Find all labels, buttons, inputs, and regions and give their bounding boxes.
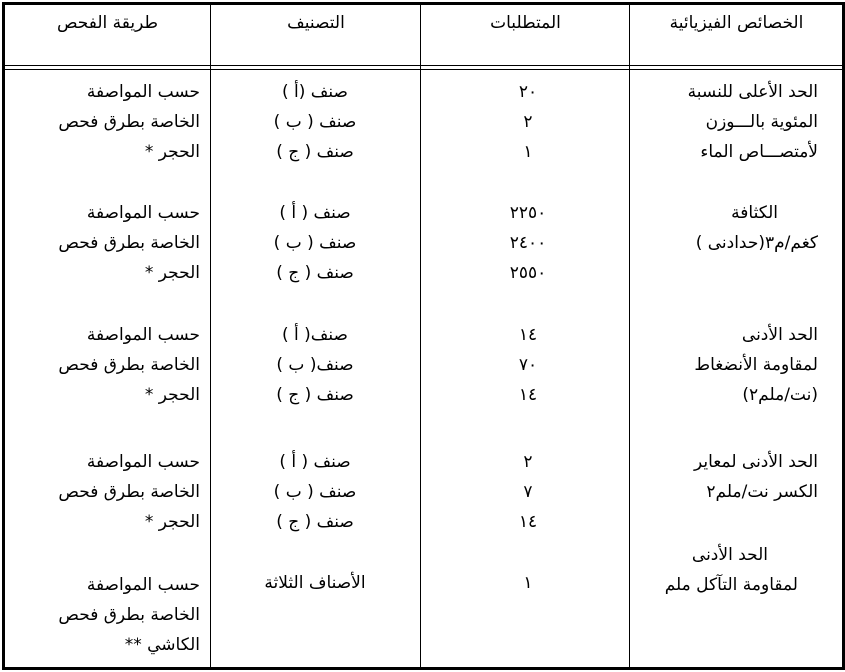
row-5-property: الحد الأدنى لمقاومة التآكل ملم xyxy=(664,545,798,595)
row-2-classification: صنف ( أ ) صنف ( ب ) صنف ( ج ) xyxy=(273,203,357,283)
row-3-requirement: ١٤ ٧٠ ١٤ xyxy=(518,325,538,405)
row-2-requirement: ٢٢٥٠ ٢٤٠٠ ٢٥٥٠ xyxy=(509,203,547,283)
row-3-classification: صنف( أ ) صنف( ب ) صنف ( ج ) xyxy=(276,325,354,405)
row-1-classification: صنف (أ ) صنف ( ب ) صنف ( ج ) xyxy=(273,82,357,162)
row-3-method: حسب المواصفة الخاصة بطرق فحص الحجر * xyxy=(58,325,200,405)
row-1-requirement: ٢٠ ٢ ١ xyxy=(518,82,538,162)
row-4-classification: صنف ( أ ) صنف ( ب ) صنف ( ج ) xyxy=(273,452,357,532)
row-3-property: الحد الأدنى لمقاومة الأنضغاط (نت/ملم٢) xyxy=(694,325,818,405)
header-classification: التصنيف xyxy=(287,13,345,33)
column-divider xyxy=(420,5,421,667)
row-5-classification: الأصناف الثلاثة xyxy=(264,573,366,593)
header-divider xyxy=(5,65,842,66)
row-4-requirement: ٢ ٧ ١٤ xyxy=(518,452,538,532)
spec-table xyxy=(2,2,845,670)
header-method: طريقة الفحص xyxy=(56,13,159,33)
row-1-method: حسب المواصفة الخاصة بطرق فحص الحجر * xyxy=(58,82,200,162)
row-5-method: حسب المواصفة الخاصة بطرق فحص الكاشي ** xyxy=(58,575,200,655)
header-requirement: المتطلبات xyxy=(490,13,561,33)
header-property: الخصائص الفيزيائية xyxy=(669,13,804,33)
row-2-method: حسب المواصفة الخاصة بطرق فحص الحجر * xyxy=(58,203,200,283)
row-1-property: الحد الأعلى للنسبة المئوية بالـــوزن لأمتصـــاص الماء xyxy=(687,82,818,162)
row-4-property: الحد الأدنى لمعاير الكسر نت/ملم٢ xyxy=(694,452,818,502)
header-divider xyxy=(5,69,842,70)
row-4-method: حسب المواصفة الخاصة بطرق فحص الحجر * xyxy=(58,452,200,532)
row-2-property: الكثافة كغم/م٣(حدادنى ) xyxy=(695,203,818,253)
row-5-requirement: ١ xyxy=(523,573,533,593)
